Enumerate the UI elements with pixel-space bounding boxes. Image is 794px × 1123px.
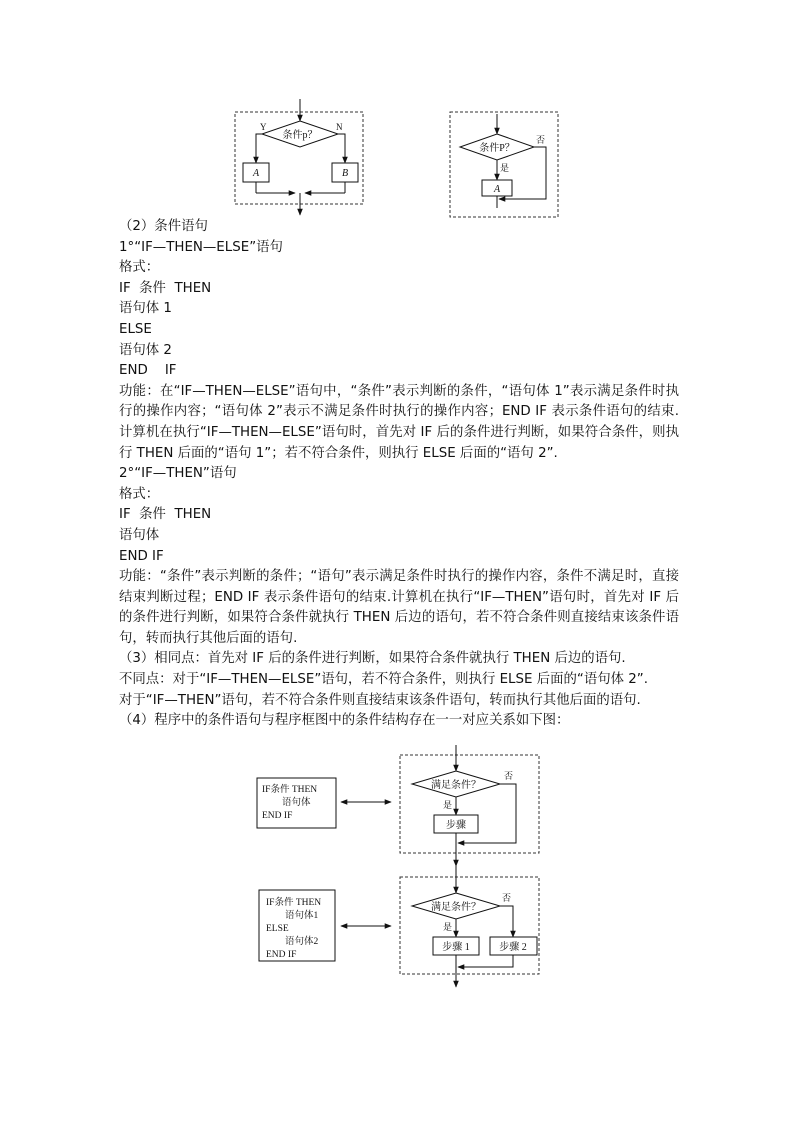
box-b-label: B xyxy=(341,168,349,179)
no-label: 否 xyxy=(502,893,512,903)
code-line: END IF xyxy=(266,950,297,960)
decision-label: 条件p？ xyxy=(282,130,318,141)
code-line: ELSE xyxy=(119,321,152,337)
step-label: 步骤 xyxy=(446,820,466,831)
function-paragraph: 功能：“条件”表示判断的条件；“语句”表示满足条件时执行的操作内容，条件不满足时，直接结束判断过程；END IF 表示条件语句的结束.计算机在执行“IF—THEN”语句时，首先对 IF 后的条件进行判断，如果符合条件就执行 THEN 后边的语句，若不符合条件则直接结束该条件语句，转而执行其他后面的语句. xyxy=(119,569,679,646)
decision-label: 满足条件？ xyxy=(431,780,481,791)
code-line: 语句体2 xyxy=(285,937,319,947)
decision-label: 条件P？ xyxy=(479,143,515,154)
code-line: IF 条件 THEN xyxy=(119,280,212,296)
pair-if-then-else xyxy=(259,866,539,987)
code-line: END IF xyxy=(119,548,164,564)
correspondence-paragraph: （4）程序中的条件语句与程序框图中的条件结构存在一一对应关系如下图： xyxy=(119,713,570,729)
format-label: 格式： xyxy=(119,486,160,502)
box-a-label: A xyxy=(252,168,260,179)
format-label: 格式： xyxy=(119,260,160,276)
yes-label: Y xyxy=(260,122,267,132)
code-line: IF条件 THEN xyxy=(266,898,322,908)
figure-if-flowcharts xyxy=(0,0,794,230)
difference-paragraph: 对于“IF—THEN”语句，若不符合条件则直接结束该条件语句，转而执行其他后面的语句. xyxy=(119,692,641,708)
step1-label: 步骤 1 xyxy=(442,942,470,953)
no-label: N xyxy=(336,122,343,132)
yes-label: 是 xyxy=(443,800,453,810)
box-a-label: A xyxy=(493,184,501,195)
flowchart-if-then xyxy=(450,112,558,217)
function-paragraph: 功能：在“IF—THEN—ELSE”语句中，“条件”表示判断的条件，“语句体 1”表示满足条件时执行的操作内容；“语句体 2”表示不满足条件时执行的操作内容；END IF 表示条件语句的结束.计算机在执行“IF—THEN—ELSE”语句时，首先对 IF 后的条件进行判断，如果符合条件，则执行 THEN 后面的“语句 1”；若不符合条件，则执行 ELSE 后面的“语句 2”. xyxy=(119,383,679,461)
flowchart-if-then-else xyxy=(235,99,363,215)
code-line: IF 条件 THEN xyxy=(119,507,212,523)
yes-label: 是 xyxy=(443,922,453,932)
no-label: 否 xyxy=(504,771,514,781)
code-line: 语句体 xyxy=(119,527,160,543)
code-line: ELSE xyxy=(266,924,289,934)
code-line: END IF xyxy=(262,811,293,821)
figure-correspondence xyxy=(0,740,794,1000)
code-line: 语句体 xyxy=(282,798,311,808)
code-line: 语句体 1 xyxy=(119,301,172,317)
difference-paragraph: 不同点：对于“IF—THEN—ELSE”语句，若不符合条件，则执行 ELSE 后面的“语句体 2”. xyxy=(119,672,648,688)
no-label: 否 xyxy=(536,135,546,145)
code-line: 语句体 2 xyxy=(119,342,172,358)
subheading-if-then: 2°“IF—THEN”语句 xyxy=(119,466,237,482)
decision-label: 满足条件？ xyxy=(431,902,481,913)
step2-label: 步骤 2 xyxy=(499,942,527,953)
code-line: IF条件 THEN xyxy=(262,785,318,795)
code-line: 语句体1 xyxy=(285,911,319,921)
subheading-if-then-else: 1°“IF—THEN—ELSE”语句 xyxy=(119,239,283,255)
pair-if-then xyxy=(257,745,539,866)
yes-label: 是 xyxy=(500,163,510,173)
similarity-paragraph: （3）相同点：首先对 IF 后的条件进行判断，如果符合条件就执行 THEN 后边的语句. xyxy=(119,651,626,667)
heading-conditional-statement: （2）条件语句 xyxy=(119,219,208,234)
code-line: END IF xyxy=(119,363,177,379)
content-text xyxy=(119,217,679,732)
